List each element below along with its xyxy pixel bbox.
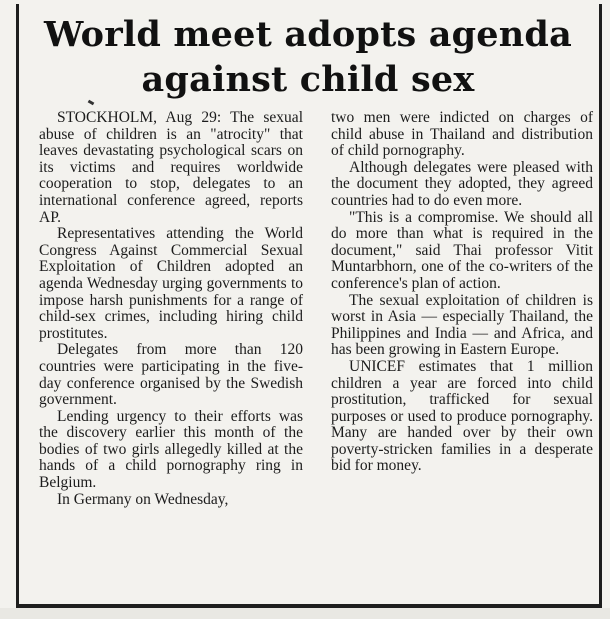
paragraph-unicef: UNICEF estimates that 1 million children a year are forced into child prostitution, trafficked for sexual purposes or used to produce pornography. Many are handed over by their own poverty-stricken families in a desperate bid for money. [331, 357, 593, 475]
headline [22, 12, 594, 102]
paragraph-compromise-intro: Although delegates were pleased with the document they adopted, they agreed countries had to do even more. [331, 158, 593, 209]
paragraph-quote: "This is a compromise. We should all do more than what is required in the document," said Thai professor Vitit Muntarbhorn, one of the co-writers of the conference's plan of action. [331, 208, 593, 292]
headline-line-2: against child sex [141, 59, 475, 100]
paragraph-lending-urgency: Lending urgency to their efforts was the discovery earlier this month of the bodies of two girls allegedly killed at the hands of a child pornography ring in Belgium. [39, 407, 303, 492]
headline-line-1: World meet adopts agenda [44, 14, 572, 55]
left-column [39, 110, 303, 508]
clipping-border-right [599, 4, 602, 606]
page-margin-bottom [0, 608, 610, 619]
paragraph-representatives: Representatives attending the World Congress Against Commercial Sexual Exploitation of Children adopted an agenda Wednesday urging governments to impose harsh punishments for a range of child-sex crimes, including hiring child prostitutes. [39, 225, 303, 342]
clipping-border-left [16, 4, 19, 606]
paragraph-germany-continued: two men were indicted on charges of child abuse in Thailand and distribution of child pornography. [331, 109, 593, 160]
paragraph-germany-start: In Germany on Wednesday, [57, 490, 229, 508]
paragraph-asia: The sexual exploitation of children is worst in Asia — especially Thailand, the Philippines and India — and Africa, and has been growing in Eastern Europe. [331, 291, 593, 359]
paragraph-dateline-lead: STOCKHOLM, Aug 29: The sexual abuse of children is an "atrocity" that leaves devastating psychological scars on its victims and requires worldwide cooperation to stop, delegates to an international conference agreed, reports AP. [39, 109, 303, 226]
paragraph-delegates: Delegates from more than 120 countries were participating in the five-day conference organised by the Swedish government. [39, 341, 303, 409]
right-column [331, 110, 593, 475]
